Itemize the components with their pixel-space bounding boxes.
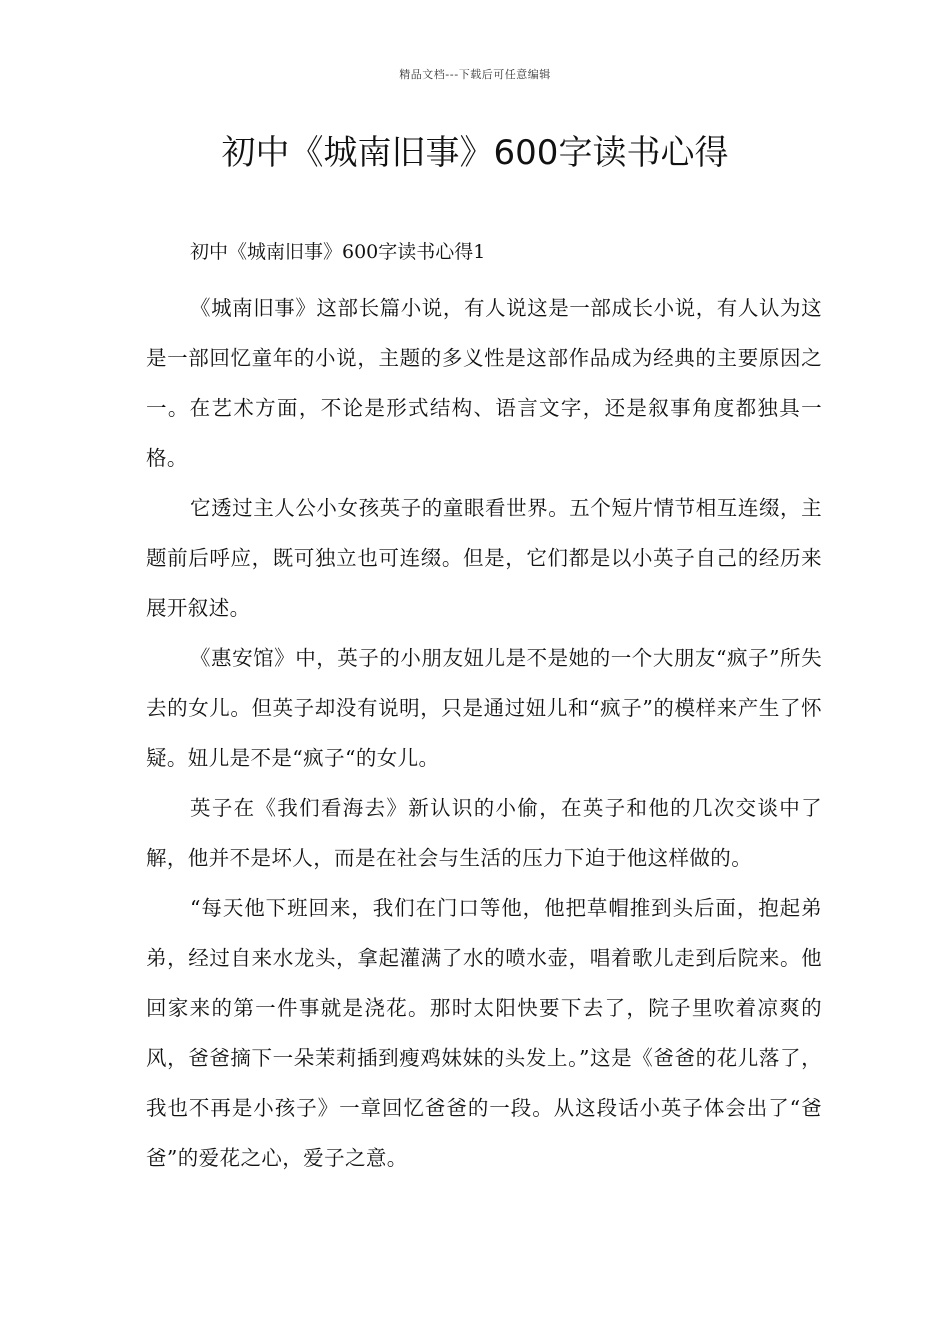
paragraph-1: 《城南旧事》这部长篇小说，有人说这是一部成长小说，有人认为这是一部回忆童年的小说，主题的多义性是这部作品成为经典的主要原因之一。在艺术方面，不论是形式结构、语言文字，还是叙事角度都独具一格。 (146, 296, 822, 470)
paragraph-3: 《惠安馆》中，英子的小朋友妞儿是不是她的一个大朋友“疯子”所失去的女儿。但英子却没有说明，只是通过妞儿和“疯子”的模样来产生了怀疑。妞儿是不是“疯子“的女儿。 (146, 646, 822, 770)
document-body (146, 232, 822, 1183)
paragraph-5: “每天他下班回来，我们在门口等他，他把草帽推到头后面，抱起弟弟，经过自来水龙头，拿起灌满了水的喷水壶，唱着歌儿走到后院来。他回家来的第一件事就是浇花。那时太阳快要下去了，院子里吹着凉爽的风，爸爸摘下一朵茉莉插到瘦鸡妹妹的头发上。”这是《爸爸的花儿落了，我也不再是小孩子》一章回忆爸爸的一段。从这段话小英子体会出了“爸爸”的爱花之心，爱子之意。 (146, 896, 822, 1170)
page-title: 初中《城南旧事》600字读书心得 (221, 133, 729, 173)
paragraph-2: 它透过主人公小女孩英子的童眼看世界。五个短片情节相互连缀，主题前后呼应，既可独立也可连缀。但是，它们都是以小英子自己的经历来展开叙述。 (146, 496, 822, 620)
paragraph-4: 英子在《我们看海去》新认识的小偷，在英子和他的几次交谈中了解，他并不是坏人，而是在社会与生活的压力下迫于他这样做的。 (146, 796, 822, 870)
section-heading: 初中《城南旧事》600字读书心得1 (190, 241, 486, 263)
header-note: 精品文档---下载后可任意编辑 (399, 68, 551, 81)
